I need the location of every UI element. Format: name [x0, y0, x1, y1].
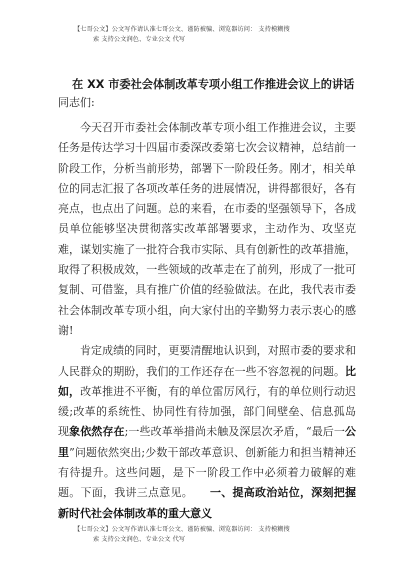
salutation: 同志们:: [58, 96, 95, 109]
banner-line-2: 索 支持公文润色、专业公文 代写: [93, 535, 186, 543]
problems-lead: 比如，: [58, 364, 356, 398]
banner-line-1: 【七哥公文】公文写作请认准七哥公文、谨防被骗、浏览器访问： 支持模糊搜: [74, 526, 290, 533]
header-banner: [74, 25, 374, 44]
paragraph-problems: [58, 341, 356, 524]
problems-text-3: ”问题依然突出;少数干部改革意识、创新能力和担当精神还有待提升。这些问题，是下一阶段工作中必须着力破解的难题。下面，我讲三点意见。: [58, 445, 357, 500]
problems-text-2: ;一些改革举措尚未触及深层次矛盾，“最后一: [124, 425, 346, 439]
banner-line-2: 索 支持公文润色、专业公文 代写: [93, 35, 186, 43]
problems-intro: 肯定成绩的同时，更要清醒地认识到，对照市委的要求和人民群众的期盼，我们的工作还存在一些不容忽视的问题。: [58, 344, 356, 378]
section-1-heading: 一、提高政治站位，深刻把握新时代社会体制改革的重大意义: [58, 486, 356, 520]
document-title: 在 XX 市委社会体制改革专项小组工作推进会议上的讲话: [72, 78, 355, 91]
document-body: [58, 118, 356, 524]
paragraph-opening: 今天召开市委社会体制改革专项小组工作推进会议，主要任务是传达学习十四届市委深改委第七次会议精神，总结前一阶段工作，分析当前形势，部署下一阶段任务。刚才，相关单位的同志汇报了各项改革任务的进展情况，讲得都很好，各有亮点，也点出了问题。总的来看，在市委的坚强领导下，各成员单位能够坚决贯彻落实改革部署要求，主动作为、攻坚克难，谋划实施了一批符合我市实际、具有创新性的改革措施，取得了积极成效，一些领域的改革走在了前列，形成了一批可复制、可借鉴，具有推广价值的经验做法。在此，我代表市委社会体制改革专项小组，向大家付出的辛勤努力表示衷心的感谢!: [58, 121, 356, 337]
problems-emphasis-1: 象依然存在: [69, 425, 125, 439]
footer-banner: [74, 525, 374, 544]
banner-line-1: 【七哥公文】公文写作请认准七哥公文、谨防被骗、浏览器访问： 支持模糊搜: [74, 26, 290, 33]
problems-text-1: 改革推进不平衡，有的单位雷厉风行，有的单位则行动迟缓;改革的系统性、协同性有待加强，部门间壁垒、信息孤岛现: [58, 384, 356, 439]
problems-emphasis-2: 公里: [58, 425, 357, 459]
